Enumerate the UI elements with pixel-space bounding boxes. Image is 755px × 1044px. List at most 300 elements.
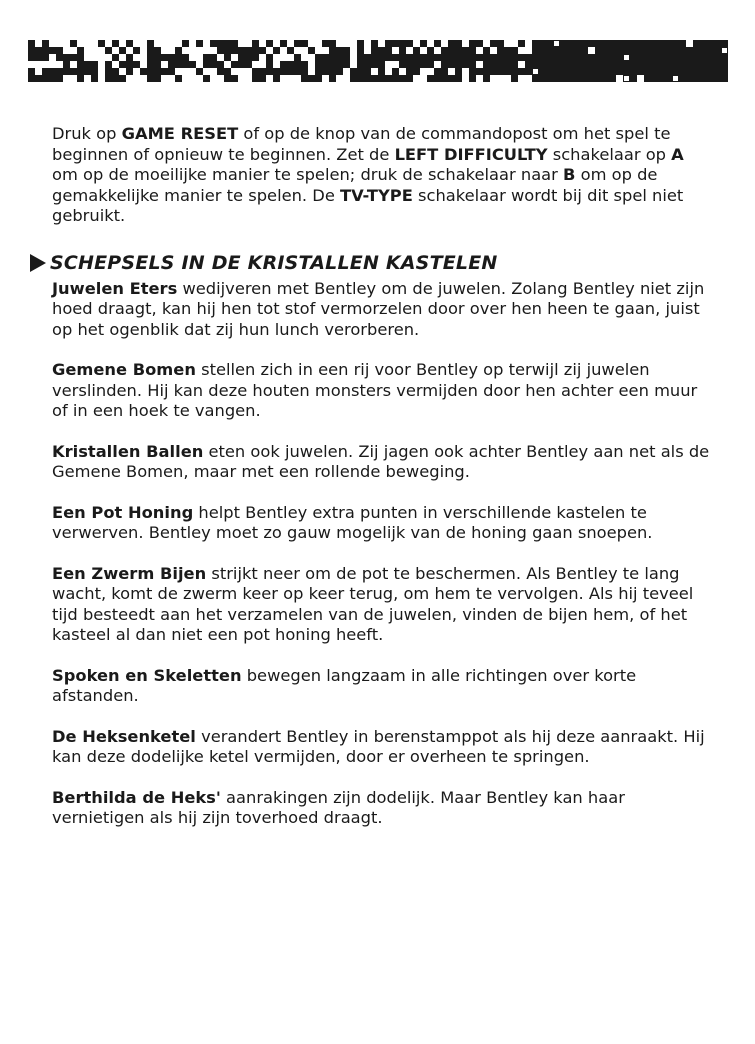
pixel-block	[553, 47, 560, 54]
pixel-block	[462, 47, 469, 54]
creature-name: Berthilda de Heks'	[52, 787, 221, 807]
pixel-block	[651, 54, 658, 61]
pixel-block	[350, 75, 357, 82]
pixel-speck	[624, 55, 629, 60]
pixel-block	[637, 54, 644, 61]
intro-text: of op de knop van de commandopost om het spel te beginnen of opnieuw te beginnen. Zet de	[52, 124, 671, 164]
pixel-block	[252, 68, 259, 75]
pixel-block	[336, 47, 343, 54]
pixel-block	[231, 75, 238, 82]
pixel-block	[651, 47, 658, 54]
pixel-block	[196, 68, 203, 75]
pixel-block	[371, 61, 378, 68]
pixel-block	[721, 61, 728, 68]
pixel-block	[609, 47, 616, 54]
pixel-block	[637, 68, 644, 75]
pixel-block	[35, 47, 42, 54]
pixel-block	[644, 75, 651, 82]
pixel-speck	[533, 69, 538, 74]
pixel-block	[420, 54, 427, 61]
pixel-block	[49, 68, 56, 75]
pixel-block	[399, 75, 406, 82]
pixel-block	[679, 40, 686, 47]
pixel-block	[406, 68, 413, 75]
pixel-block	[518, 68, 525, 75]
pixel-block	[175, 75, 182, 82]
pixel-block	[315, 75, 322, 82]
pixel-block	[637, 40, 644, 47]
pixel-block	[413, 68, 420, 75]
pixel-block	[700, 40, 707, 47]
pixel-block	[581, 40, 588, 47]
section-heading	[30, 251, 712, 275]
pixel-block	[602, 47, 609, 54]
pixel-block	[637, 47, 644, 54]
pixel-block	[448, 47, 455, 54]
pixel-block	[679, 54, 686, 61]
pixel-block	[329, 54, 336, 61]
pixel-block	[77, 68, 84, 75]
pixel-block	[609, 61, 616, 68]
pixel-block	[210, 54, 217, 61]
pixel-block	[371, 47, 378, 54]
pixel-block	[581, 75, 588, 82]
pixel-block	[273, 75, 280, 82]
pixel-block	[504, 47, 511, 54]
pixel-block	[441, 61, 448, 68]
pixel-block	[301, 61, 308, 68]
pixel-block	[273, 47, 280, 54]
pixel-block	[385, 47, 392, 54]
pixel-block	[420, 61, 427, 68]
pixel-block	[210, 61, 217, 68]
pixel-block	[392, 75, 399, 82]
pixel-block	[504, 54, 511, 61]
pixel-block	[609, 40, 616, 47]
pixel-block	[427, 47, 434, 54]
pixel-block	[490, 54, 497, 61]
pixel-block	[714, 61, 721, 68]
pixel-block	[434, 54, 441, 61]
pixel-block	[539, 68, 546, 75]
pixel-block	[595, 47, 602, 54]
pixel-block	[511, 47, 518, 54]
pixel-block	[238, 54, 245, 61]
pixel-block	[714, 47, 721, 54]
pixel-block	[448, 54, 455, 61]
pixel-block	[105, 75, 112, 82]
pixel-block	[665, 68, 672, 75]
pixel-block	[245, 54, 252, 61]
creature-entry-bee-swarm	[52, 564, 712, 646]
intro-paragraph	[52, 124, 712, 227]
pixel-block	[525, 68, 532, 75]
pixel-block	[203, 54, 210, 61]
pixel-block	[658, 47, 665, 54]
pixel-block	[378, 47, 385, 54]
pixel-block	[168, 54, 175, 61]
pixel-block	[721, 40, 728, 47]
pixel-block	[553, 61, 560, 68]
pixel-block	[343, 61, 350, 68]
pixel-block	[322, 40, 329, 47]
pixel-block	[427, 61, 434, 68]
pixel-block	[567, 47, 574, 54]
pixel-block	[259, 47, 266, 54]
pixel-block	[539, 40, 546, 47]
pixel-block	[252, 47, 259, 54]
pixel-block	[455, 40, 462, 47]
pixel-block	[413, 61, 420, 68]
pixel-block	[245, 47, 252, 54]
pixel-block	[469, 61, 476, 68]
creature-name: Een Zwerm Bijen	[52, 563, 207, 583]
pixel-block	[462, 61, 469, 68]
pixel-block	[574, 61, 581, 68]
pixel-block	[630, 47, 637, 54]
pixel-block	[686, 54, 693, 61]
pixel-block	[686, 75, 693, 82]
pixel-block	[371, 40, 378, 47]
pixel-block	[707, 47, 714, 54]
pixel-block	[504, 68, 511, 75]
pixel-block	[182, 61, 189, 68]
pixel-block	[217, 47, 224, 54]
pixel-block	[161, 54, 168, 61]
pixel-block	[455, 75, 462, 82]
pixel-block	[175, 54, 182, 61]
pixel-block	[28, 40, 35, 47]
pixel-block	[693, 75, 700, 82]
pixel-block	[672, 40, 679, 47]
pixel-block	[231, 47, 238, 54]
pixel-block	[707, 68, 714, 75]
pixel-block	[77, 47, 84, 54]
pixel-block	[588, 40, 595, 47]
pixel-block	[161, 68, 168, 75]
pixel-block	[294, 68, 301, 75]
pixel-block	[686, 61, 693, 68]
pixel-block	[203, 75, 210, 82]
pixel-block	[532, 47, 539, 54]
pixel-block	[217, 40, 224, 47]
pixel-block	[63, 54, 70, 61]
pixel-speck	[673, 76, 678, 81]
pixel-block	[539, 54, 546, 61]
pixel-block	[525, 54, 532, 61]
intro-text: Druk op	[52, 124, 122, 143]
pixel-block	[441, 75, 448, 82]
pixel-block	[357, 68, 364, 75]
pixel-block	[301, 40, 308, 47]
pixel-block	[147, 68, 154, 75]
pixel-block	[126, 68, 133, 75]
pixel-block	[168, 61, 175, 68]
pixel-block	[511, 75, 518, 82]
pixel-block	[651, 40, 658, 47]
pixel-block	[140, 68, 147, 75]
creature-entry-witch-cauldron	[52, 727, 712, 768]
setting-b-term: B	[563, 165, 576, 184]
pixel-block	[427, 75, 434, 82]
creature-name: Gemene Bomen	[52, 360, 196, 379]
pixel-block	[707, 75, 714, 82]
pixel-block	[560, 68, 567, 75]
pixel-block	[147, 40, 154, 47]
pixel-block	[315, 61, 322, 68]
pixel-block	[35, 75, 42, 82]
pixel-block	[133, 47, 140, 54]
pixel-block	[77, 54, 84, 61]
pixel-block	[602, 61, 609, 68]
pixel-block	[427, 54, 434, 61]
pixel-block	[462, 54, 469, 61]
pixel-block	[595, 61, 602, 68]
creature-name: Juwelen Eters	[52, 278, 178, 298]
pixel-block	[455, 47, 462, 54]
pixel-block	[693, 47, 700, 54]
pixel-block	[469, 54, 476, 61]
pixel-block	[231, 61, 238, 68]
pixel-block	[91, 75, 98, 82]
pixel-block	[252, 54, 259, 61]
header-pixel-band	[28, 40, 734, 82]
pixel-block	[231, 40, 238, 47]
pixel-block	[259, 68, 266, 75]
pixel-block	[56, 75, 63, 82]
pixel-block	[322, 61, 329, 68]
pixel-block	[672, 61, 679, 68]
pixel-block	[595, 40, 602, 47]
pixel-block	[497, 40, 504, 47]
pixel-block	[686, 47, 693, 54]
pixel-block	[294, 61, 301, 68]
pixel-block	[679, 68, 686, 75]
pixel-block	[469, 40, 476, 47]
pixel-block	[56, 54, 63, 61]
tv-type-term: TV-TYPE	[340, 185, 413, 205]
pixel-block	[574, 40, 581, 47]
pixel-block	[700, 47, 707, 54]
pixel-block	[357, 61, 364, 68]
pixel-block	[329, 61, 336, 68]
pixel-block	[707, 61, 714, 68]
pixel-block	[364, 54, 371, 61]
pixel-block	[721, 75, 728, 82]
pixel-block	[434, 40, 441, 47]
pixel-block	[413, 54, 420, 61]
pixel-block	[175, 47, 182, 54]
pixel-block	[616, 40, 623, 47]
pixel-block	[329, 75, 336, 82]
creature-name: Spoken en Skeletten	[52, 665, 242, 685]
pixel-block	[721, 68, 728, 75]
pixel-block	[280, 68, 287, 75]
pixel-block	[399, 47, 406, 54]
pixel-block	[455, 68, 462, 75]
pixel-block	[217, 61, 224, 68]
pixel-block	[329, 47, 336, 54]
pixel-block	[420, 40, 427, 47]
pixel-block	[434, 68, 441, 75]
pixel-block	[497, 54, 504, 61]
pixel-block	[588, 54, 595, 61]
pixel-block	[196, 40, 203, 47]
pixel-block	[105, 47, 112, 54]
pixel-block	[595, 75, 602, 82]
pixel-block	[280, 40, 287, 47]
pixel-block	[301, 75, 308, 82]
pixel-block	[644, 47, 651, 54]
pixel-block	[147, 47, 154, 54]
creature-description: wedijveren met Bentley om de juwelen. Zolang Bentley niet zijn hoed draagt, kan hij hen tot stof vermorzelen door over hen heen te gaan, juist op het ogenblik dat zij hun lunch verorberen.	[52, 278, 705, 339]
pixel-block	[28, 54, 35, 61]
pixel-block	[609, 75, 616, 82]
pixel-block	[224, 54, 231, 61]
pixel-block	[700, 54, 707, 61]
pixel-block	[147, 75, 154, 82]
pixel-block	[294, 40, 301, 47]
pixel-block	[112, 75, 119, 82]
pixel-block	[280, 61, 287, 68]
creature-name: Een Pot Honing	[52, 502, 194, 522]
pixel-block	[623, 61, 630, 68]
section-heading-text: SCHEPSELS IN DE KRISTALLEN KASTELEN	[50, 251, 498, 274]
pixel-block	[119, 47, 126, 54]
pixel-block	[539, 47, 546, 54]
pixel-block	[378, 61, 385, 68]
pixel-block	[532, 40, 539, 47]
pixel-block	[357, 40, 364, 47]
pixel-block	[399, 54, 406, 61]
pixel-block	[182, 40, 189, 47]
pixel-block	[707, 54, 714, 61]
pixel-block	[77, 61, 84, 68]
pixel-block	[259, 75, 266, 82]
pixel-block	[707, 40, 714, 47]
pixel-block	[56, 68, 63, 75]
arrow-right-icon	[30, 254, 46, 272]
pixel-block	[315, 68, 322, 75]
pixel-block	[553, 75, 560, 82]
creature-entry-berthilda-witch	[52, 788, 712, 829]
pixel-block	[497, 68, 504, 75]
pixel-block	[119, 61, 126, 68]
pixel-block	[294, 54, 301, 61]
pixel-block	[322, 54, 329, 61]
pixel-block	[700, 61, 707, 68]
creature-description: bewegen langzaam in alle richtingen over korte afstanden.	[52, 665, 637, 705]
pixel-block	[455, 54, 462, 61]
pixel-block	[721, 54, 728, 61]
pixel-block	[581, 47, 588, 54]
pixel-block	[588, 61, 595, 68]
pixel-block	[665, 54, 672, 61]
pixel-block	[518, 54, 525, 61]
pixel-block	[567, 68, 574, 75]
pixel-block	[392, 40, 399, 47]
pixel-block	[469, 75, 476, 82]
pixel-block	[266, 68, 273, 75]
pixel-block	[602, 68, 609, 75]
pixel-block	[546, 47, 553, 54]
creature-entry-honey-pot	[52, 503, 712, 544]
pixel-block	[588, 75, 595, 82]
pixel-block	[476, 40, 483, 47]
pixel-block	[693, 40, 700, 47]
pixel-block	[63, 68, 70, 75]
pixel-block	[658, 75, 665, 82]
pixel-block	[567, 54, 574, 61]
pixel-block	[217, 68, 224, 75]
pixel-block	[504, 61, 511, 68]
pixel-block	[665, 47, 672, 54]
pixel-block	[532, 75, 539, 82]
pixel-block	[630, 54, 637, 61]
pixel-block	[364, 68, 371, 75]
pixel-block	[378, 54, 385, 61]
pixel-block	[693, 61, 700, 68]
pixel-block	[42, 47, 49, 54]
pixel-block	[287, 61, 294, 68]
creature-description: strijkt neer om de pot te beschermen. Als Bentley te lang wacht, komt de zwerm keer op keer terug, om hem te vervolgen. Als hij teveel tijd besteedt aan het verzamelen van de juwelen, vinden de bijen hem, of het kasteel al dan niet een pot honing heeft.	[52, 563, 694, 644]
manual-page-content	[52, 124, 712, 849]
creature-name: De Heksenketel	[52, 726, 196, 746]
pixel-block	[399, 61, 406, 68]
pixel-block	[168, 68, 175, 75]
pixel-block	[665, 40, 672, 47]
creature-name: Kristallen Ballen	[52, 441, 204, 461]
intro-text: om op de gemakkelijke manier te spelen. De	[52, 165, 658, 205]
pixel-block	[518, 40, 525, 47]
pixel-block	[336, 61, 343, 68]
pixel-block	[483, 75, 490, 82]
pixel-block	[77, 75, 84, 82]
intro-text: schakelaar op	[547, 144, 672, 164]
pixel-block	[322, 68, 329, 75]
pixel-block	[35, 54, 42, 61]
pixel-block	[630, 68, 637, 75]
pixel-block	[700, 68, 707, 75]
left-difficulty-term: LEFT DIFFICULTY	[394, 144, 548, 164]
pixel-speck	[554, 41, 559, 46]
pixel-block	[553, 68, 560, 75]
pixel-block	[105, 61, 112, 68]
pixel-block	[252, 40, 259, 47]
pixel-block	[651, 61, 658, 68]
pixel-block	[385, 40, 392, 47]
pixel-block	[644, 68, 651, 75]
pixel-block	[448, 75, 455, 82]
pixel-block	[441, 47, 448, 54]
pixel-block	[539, 75, 546, 82]
pixel-block	[399, 40, 406, 47]
pixel-block	[469, 47, 476, 54]
pixel-block	[616, 47, 623, 54]
pixel-block	[532, 54, 539, 61]
pixel-block	[602, 54, 609, 61]
pixel-block	[581, 68, 588, 75]
pixel-block	[287, 47, 294, 54]
pixel-block	[546, 75, 553, 82]
pixel-block	[679, 75, 686, 82]
pixel-block	[406, 54, 413, 61]
pixel-block	[448, 40, 455, 47]
pixel-block	[112, 54, 119, 61]
pixel-block	[616, 68, 623, 75]
pixel-block	[147, 61, 154, 68]
creature-entry-ghosts-skeletons	[52, 666, 712, 707]
